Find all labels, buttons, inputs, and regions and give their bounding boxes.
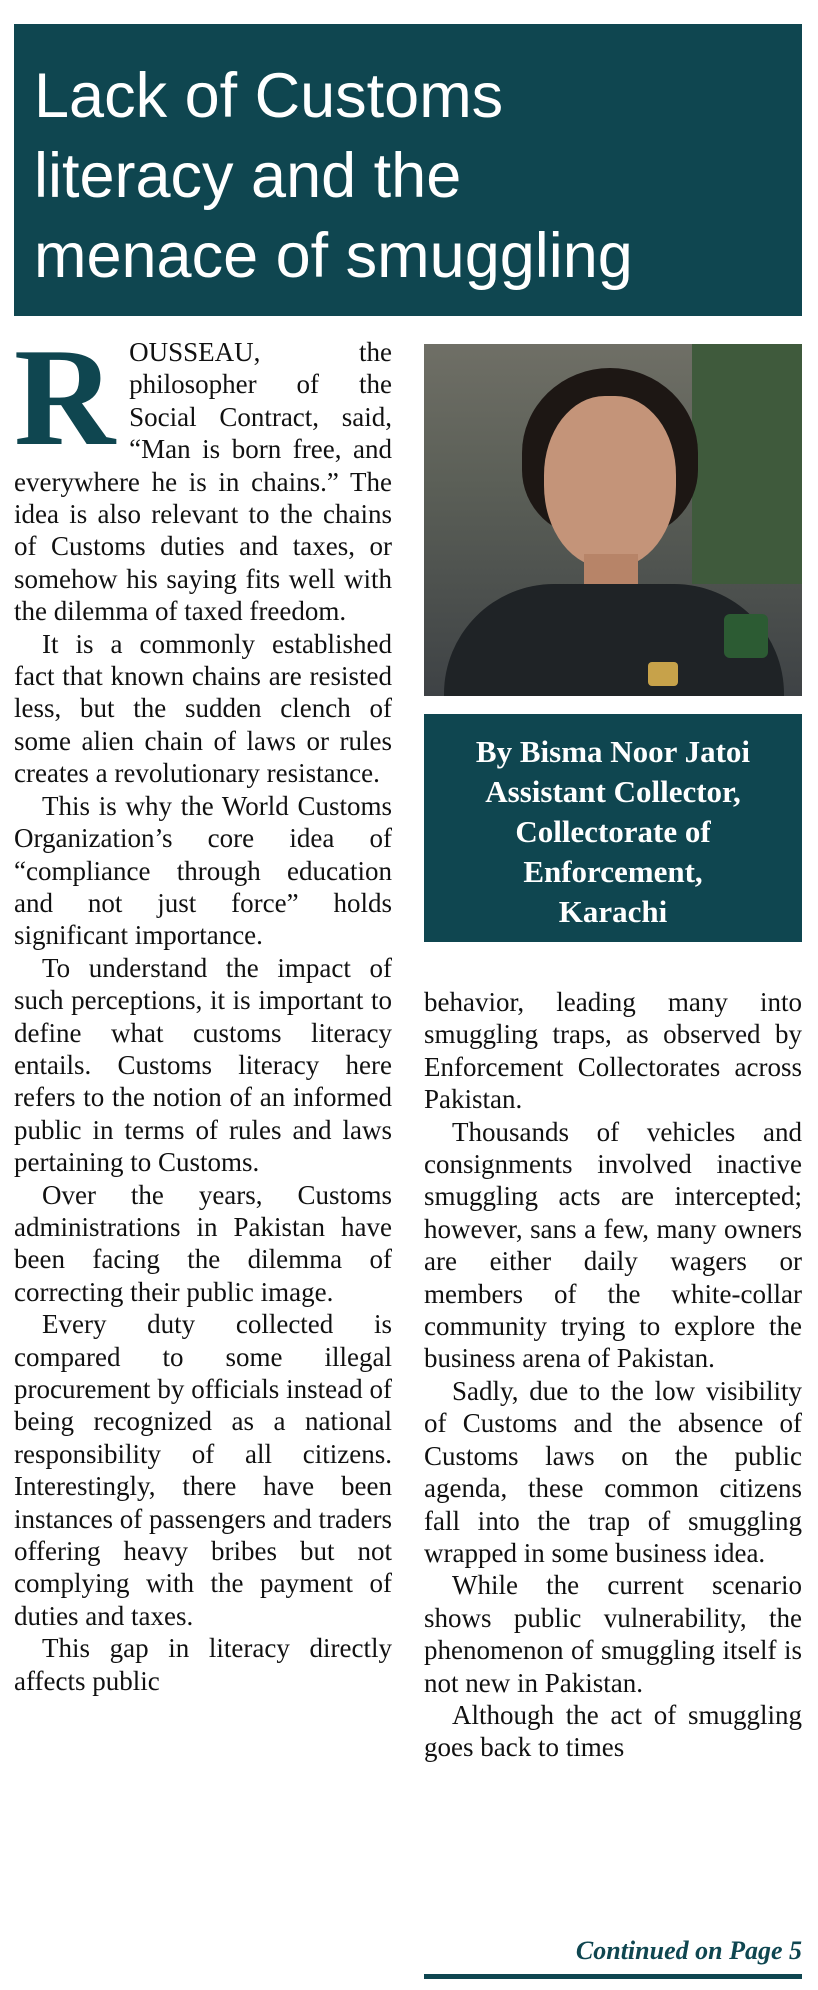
byline-city: Karachi bbox=[558, 894, 668, 929]
byline-org-1: Collectorate of bbox=[515, 814, 711, 849]
flag-badge-icon bbox=[724, 614, 768, 658]
article-column-2 bbox=[424, 986, 802, 1764]
paragraph: Over the years, Customs administrations in Pakistan have been facing the dilemma of correcting their public image. bbox=[14, 1179, 392, 1307]
headline-line-1: Lack of Customs bbox=[34, 61, 504, 131]
rank-insignia-icon bbox=[648, 662, 678, 686]
paragraph: behavior, leading many into smuggling traps, as observed by Enforcement Collectorates across Pakistan. bbox=[424, 987, 802, 1115]
headline-line-2: literacy and the bbox=[34, 141, 462, 211]
article-column-1 bbox=[14, 320, 392, 1697]
headline bbox=[34, 56, 802, 296]
headline-line-3: menace of smuggling bbox=[34, 221, 633, 291]
paragraph: To understand the impact of such perceptions, it is important to define what customs literacy entails. Customs literacy here refers to the notion of an informed public in terms of rules and laws pertaining to Customs. bbox=[14, 952, 392, 1178]
paragraph: This is why the World Customs Organization’s core idea of “compliance through education and not just force” holds significant importance. bbox=[14, 790, 392, 951]
paragraph: Although the act of smuggling goes back to times bbox=[424, 1699, 802, 1763]
paragraph: This gap in literacy directly affects public bbox=[14, 1633, 392, 1696]
byline-org-2: Enforcement, bbox=[523, 854, 703, 889]
paragraph: It is a commonly established fact that known chains are resisted less, but the sudden clench of some alien chain of laws or rules creates a revolutionary resistance. bbox=[14, 628, 392, 789]
paragraph-text: OUSSEAU, the philosopher of the Social Contract, said, “Man is born free, and everywhere he is in chains.” The idea is also relevant to the chains of Customs duties and taxes, or somehow his saying fits well with the dilemma of taxed freedom. bbox=[14, 337, 392, 627]
byline-author: By Bisma Noor Jatoi bbox=[475, 734, 751, 769]
paragraph: Sadly, due to the low visibility of Customs and the absence of Customs laws on the public agenda, these common citizens fall into the trap of smuggling wrapped in some business idea. bbox=[424, 1375, 802, 1568]
photo-background bbox=[692, 344, 802, 584]
byline-title: Assistant Collector, bbox=[485, 774, 741, 809]
paragraph: Thousands of vehicles and consignments involved inactive smuggling acts are intercepted; however, sans a few, many owners are either daily wagers or members of the white-collar community trying to explore the business arena of Pakistan. bbox=[424, 1116, 802, 1374]
byline-box bbox=[424, 714, 802, 942]
headline-banner bbox=[14, 24, 802, 316]
photo-face bbox=[544, 396, 676, 568]
paragraph: Every duty collected is compared to some illegal procurement by officials instead of being recognized as a national responsibility of all citizens. Interestingly, there have been instances of passengers and traders offering heavy bribes but not complying with the payment of duties and taxes. bbox=[14, 1309, 392, 1631]
drop-cap: R bbox=[14, 320, 116, 475]
paragraph: While the current scenario shows public vulnerability, the phenomenon of smuggling itself is not new in Pakistan. bbox=[424, 1570, 802, 1698]
author-photo bbox=[424, 344, 802, 696]
continued-link[interactable]: Continued on Page 5 bbox=[424, 1936, 802, 1979]
paragraph bbox=[14, 320, 392, 628]
